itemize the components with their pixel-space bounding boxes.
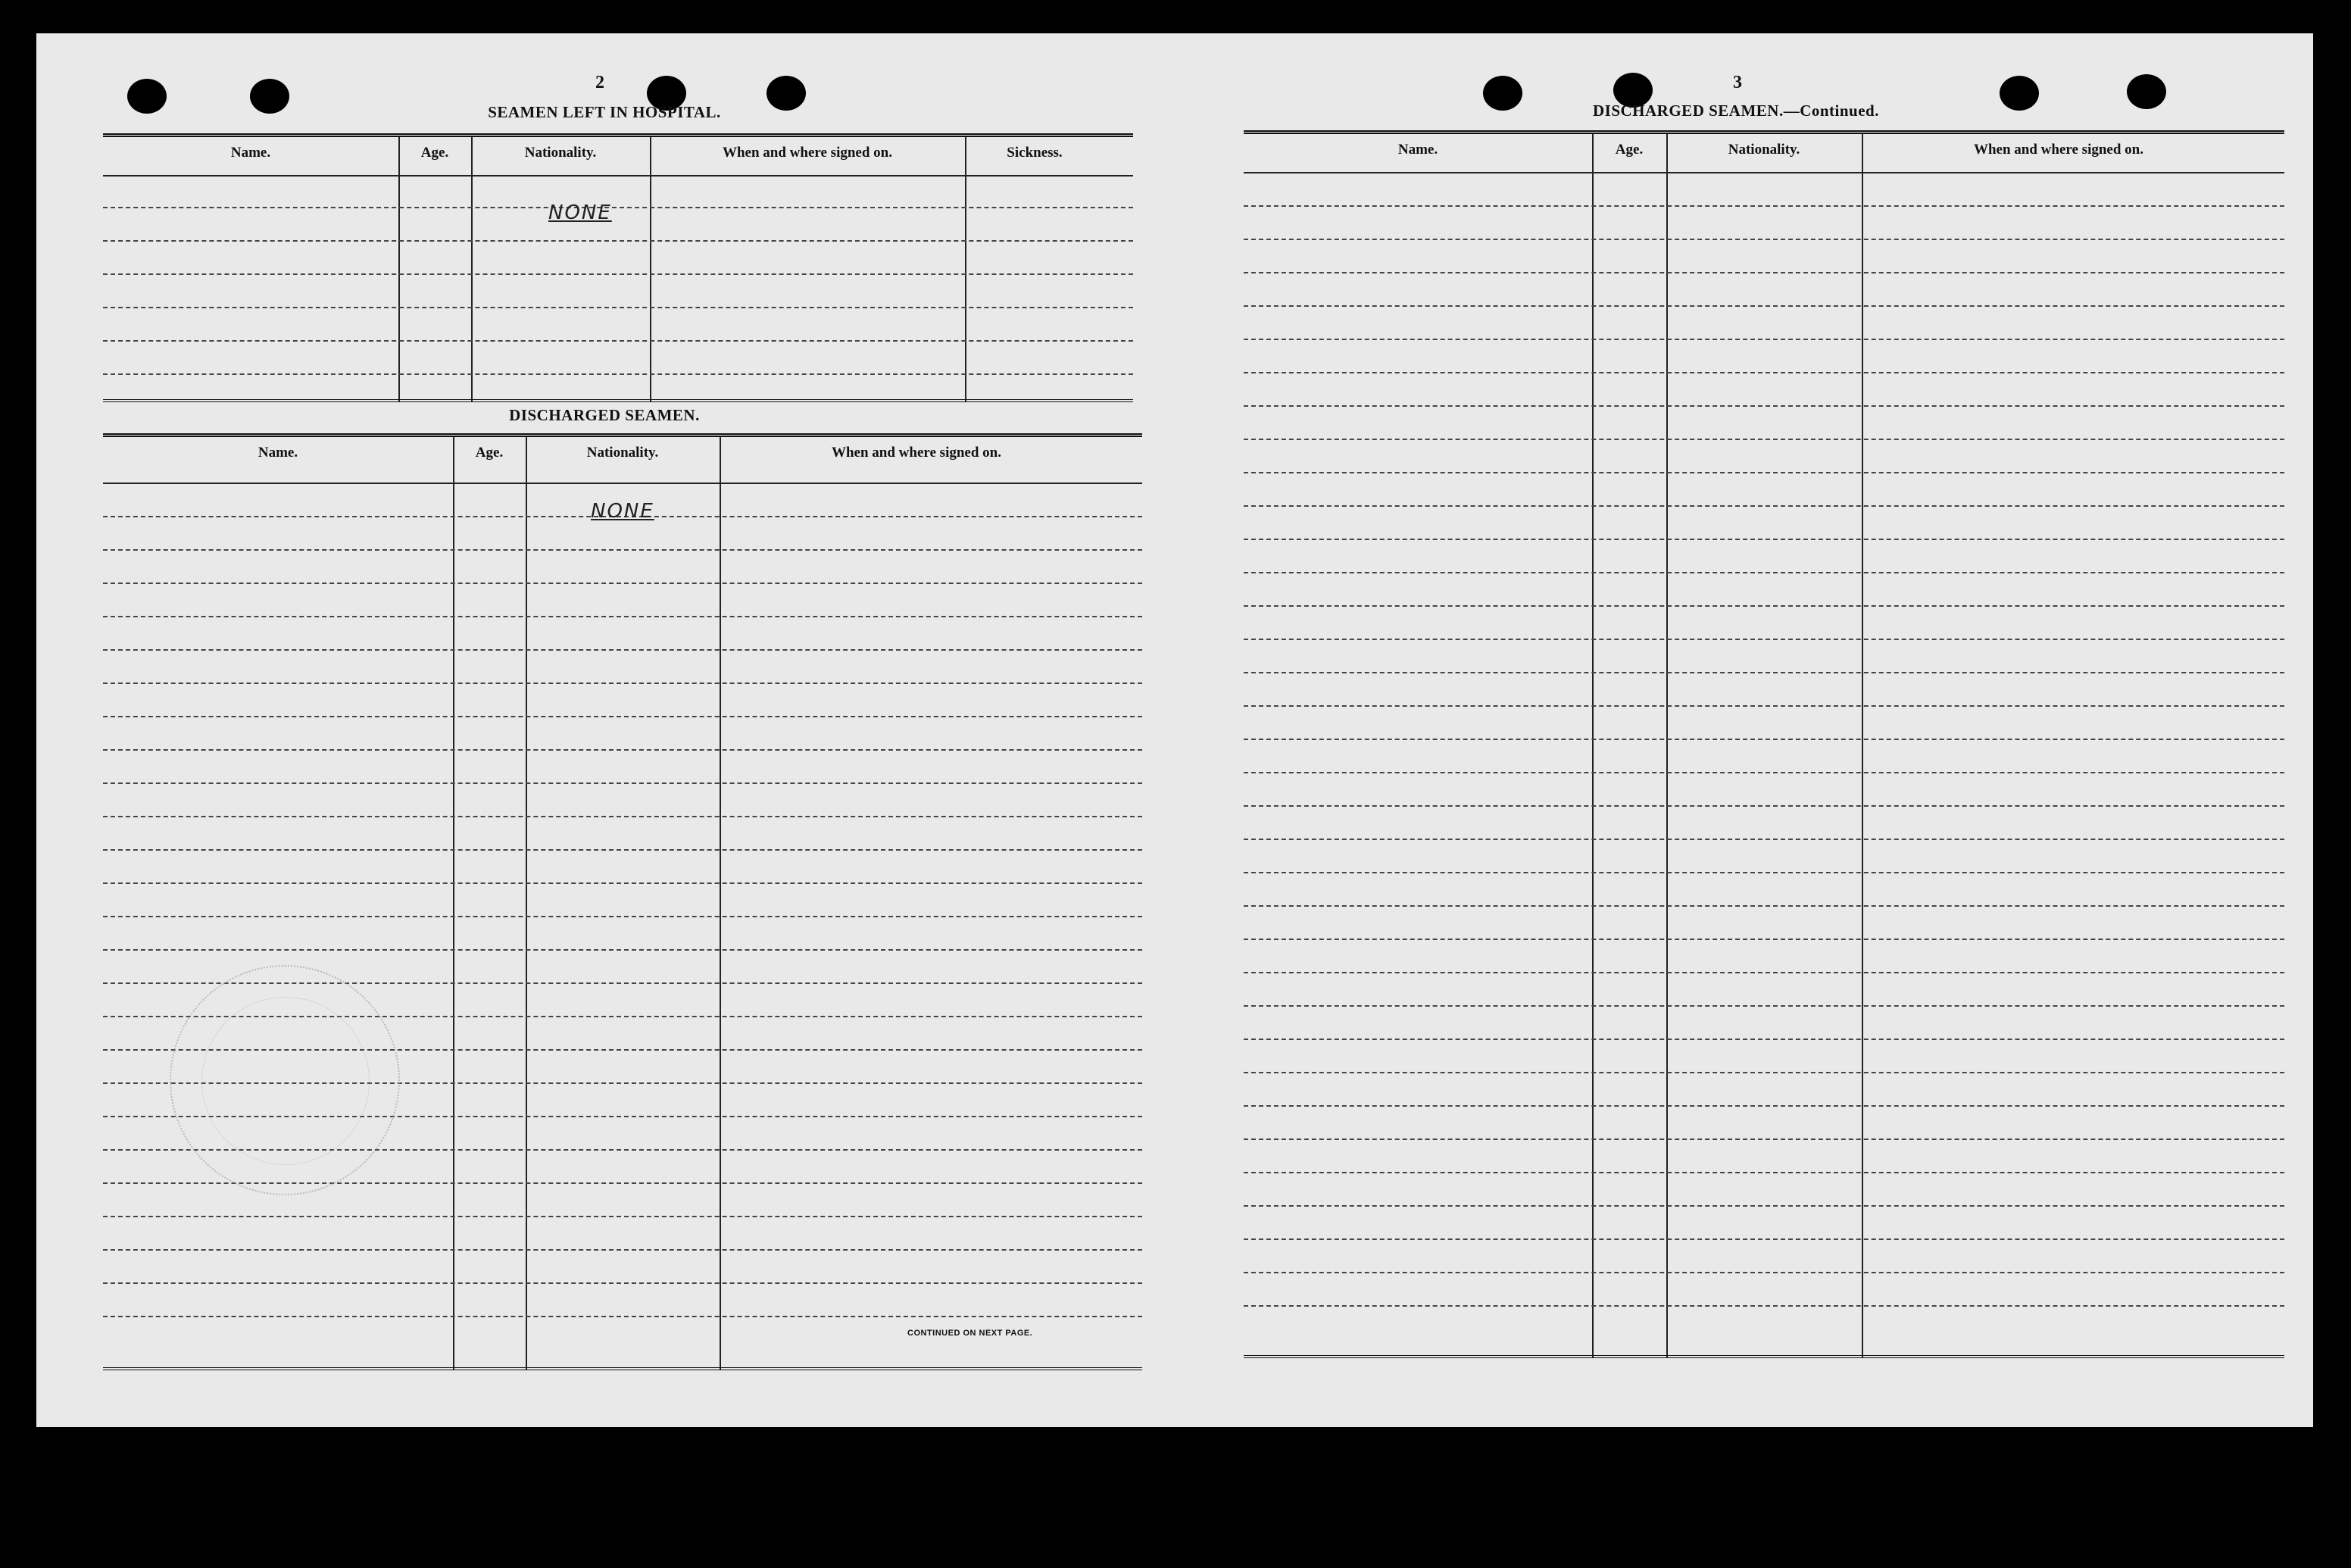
table-row <box>103 1249 1142 1251</box>
table-row <box>103 849 1142 851</box>
column-header-age: Age. <box>1615 142 1644 158</box>
table-bottom-rule <box>1244 1355 2284 1358</box>
right-page <box>1183 33 2313 1427</box>
table-row <box>1244 1172 2284 1173</box>
table-row <box>103 1216 1142 1217</box>
table-row <box>103 749 1142 751</box>
table-row <box>1244 605 2284 607</box>
punch-hole-icon <box>2000 76 2039 111</box>
left-page <box>36 33 1183 1427</box>
discharged-continued-title: DISCHARGED SEAMEN.—Continued. <box>1593 102 1879 120</box>
handwritten-entry: NONE <box>591 500 654 523</box>
table-row <box>1244 1039 2284 1040</box>
table-row <box>1244 1072 2284 1073</box>
column-header-signed-on: When and where signed on. <box>1973 142 2143 158</box>
table-row <box>103 782 1142 784</box>
table-row <box>103 207 1133 208</box>
table-header <box>103 437 1142 484</box>
table-row <box>1244 772 2284 773</box>
table-row <box>1244 639 2284 640</box>
punch-hole-icon <box>2127 74 2166 109</box>
column-divider <box>1592 134 1594 1358</box>
table-row <box>103 616 1142 617</box>
table-row <box>103 307 1133 308</box>
table-row <box>1244 339 2284 340</box>
table-row <box>103 549 1142 551</box>
discharged-section-title: DISCHARGED SEAMEN. <box>509 406 700 424</box>
table-row <box>103 649 1142 651</box>
table-row <box>103 1282 1142 1284</box>
table-row <box>1244 239 2284 240</box>
column-header-name: Name. <box>258 445 298 461</box>
table-row <box>1244 205 2284 207</box>
table-row <box>103 583 1142 584</box>
table-row <box>103 240 1133 242</box>
column-divider <box>398 137 400 402</box>
table-row <box>1244 872 2284 873</box>
table-row <box>1244 1139 2284 1140</box>
table-row <box>103 340 1133 342</box>
column-divider <box>526 437 527 1370</box>
table-row <box>1244 305 2284 307</box>
hospital-section-title: SEAMEN LEFT IN HOSPITAL. <box>488 103 721 121</box>
punch-hole-icon <box>766 76 806 111</box>
table-header <box>103 137 1133 176</box>
table-row <box>1244 272 2284 273</box>
page-number: 3 <box>1733 73 1742 92</box>
table-row <box>1244 1305 2284 1307</box>
table-row <box>103 949 1142 951</box>
table-bottom-rule <box>103 1367 1142 1370</box>
column-divider <box>1666 134 1668 1358</box>
table-bottom-rule <box>103 399 1133 402</box>
table-row <box>103 916 1142 917</box>
table-row <box>1244 972 2284 973</box>
handwritten-entry: NONE <box>548 201 612 224</box>
faded-stamp-icon <box>170 965 400 1195</box>
column-header-signed-on: When and where signed on. <box>722 145 892 161</box>
table-row <box>103 373 1133 375</box>
column-divider <box>1862 134 1863 1358</box>
table-row <box>1244 439 2284 440</box>
column-header-name: Name. <box>1397 142 1438 158</box>
table-row <box>1244 472 2284 473</box>
column-header-sickness: Sickness. <box>1007 145 1063 161</box>
column-header-nationality: Nationality. <box>1728 142 1800 158</box>
column-header-name: Name. <box>230 145 271 161</box>
punch-hole-icon <box>250 79 289 114</box>
table-row <box>1244 805 2284 807</box>
table-header <box>1244 134 2284 173</box>
page-number: 2 <box>595 73 604 92</box>
table-row <box>1244 839 2284 840</box>
table-row <box>1244 539 2284 540</box>
column-divider <box>965 137 966 402</box>
column-divider <box>650 137 651 402</box>
table-row <box>1244 739 2284 740</box>
discharged-table <box>103 433 1142 1370</box>
column-header-nationality: Nationality. <box>524 145 597 161</box>
table-row <box>1244 505 2284 507</box>
table-row <box>1244 1238 2284 1240</box>
table-row <box>1244 1205 2284 1207</box>
punch-hole-icon <box>127 79 167 114</box>
table-row <box>103 682 1142 684</box>
table-row <box>1244 905 2284 907</box>
table-row <box>103 273 1133 275</box>
table-row <box>1244 572 2284 573</box>
table-row <box>1244 939 2284 940</box>
table-row <box>1244 372 2284 373</box>
column-header-signed-on: When and where signed on. <box>831 445 1001 461</box>
discharged-continued-table <box>1244 130 2284 1358</box>
table-row <box>103 1316 1142 1317</box>
table-row <box>103 716 1142 717</box>
column-header-nationality: Nationality. <box>586 445 659 461</box>
table-row <box>1244 1105 2284 1107</box>
table-row <box>1244 1005 2284 1007</box>
table-row <box>1244 672 2284 673</box>
column-divider <box>453 437 454 1370</box>
column-divider <box>471 137 473 402</box>
table-row <box>1244 405 2284 407</box>
table-row <box>103 882 1142 884</box>
column-header-age: Age. <box>420 145 449 161</box>
table-row <box>1244 705 2284 707</box>
column-divider <box>720 437 721 1370</box>
hospital-table <box>103 133 1133 402</box>
table-row <box>103 816 1142 817</box>
punch-hole-icon <box>1483 76 1522 111</box>
table-row <box>1244 1272 2284 1273</box>
continued-note: CONTINUED ON NEXT PAGE. <box>907 1329 1033 1338</box>
column-header-age: Age. <box>475 445 504 461</box>
